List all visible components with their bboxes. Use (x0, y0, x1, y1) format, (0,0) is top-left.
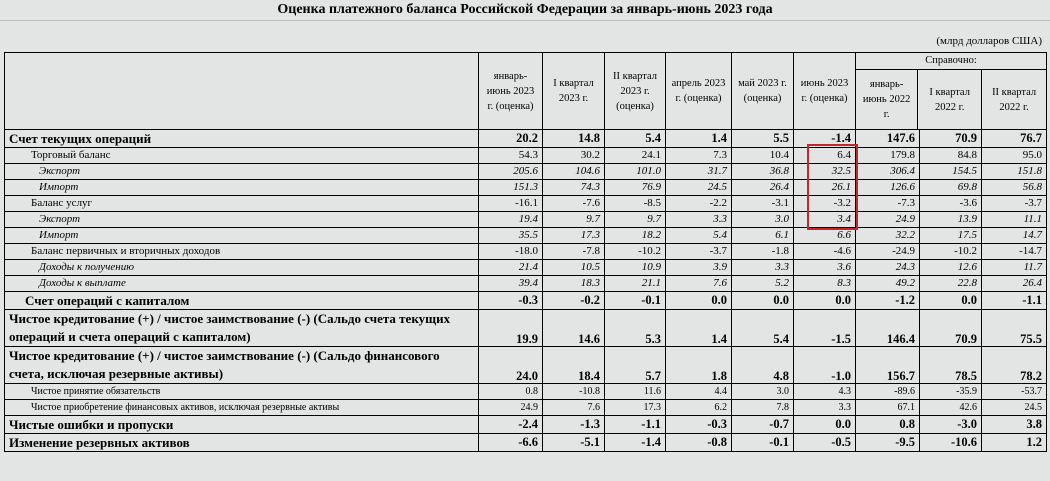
reference-label: Справочно: (856, 53, 1046, 70)
value-cell: 32.5 (794, 164, 856, 180)
value-cell: 0.0 (794, 292, 856, 310)
value-cell: 5.3 (605, 310, 666, 347)
value-cell: 5.4 (732, 310, 794, 347)
value-cell: 14.7 (982, 228, 1047, 244)
balance-table (4, 52, 1047, 452)
value-cell: 3.6 (794, 260, 856, 276)
value-cell: -3.7 (666, 244, 732, 260)
value-cell: 0.0 (794, 416, 856, 434)
value-cell: 3.0 (732, 212, 794, 228)
row-label: Чистые ошибки и пропуски (5, 416, 479, 434)
value-cell: 5.4 (605, 130, 666, 148)
value-cell: 0.0 (666, 292, 732, 310)
value-cell: 76.9 (605, 180, 666, 196)
reference-header-group (856, 53, 1047, 130)
value-cell: 42.6 (920, 400, 982, 416)
value-cell: 6.4 (794, 148, 856, 164)
value-cell: 5.7 (605, 347, 666, 384)
value-cell: -89.6 (856, 384, 920, 400)
header-row (5, 53, 1047, 130)
value-cell: 56.8 (982, 180, 1047, 196)
value-cell: 54.3 (479, 148, 543, 164)
table-row (5, 347, 1047, 384)
value-cell: -1.3 (543, 416, 605, 434)
value-cell: 1.8 (666, 347, 732, 384)
value-cell: 9.7 (543, 212, 605, 228)
value-cell: 3.3 (732, 260, 794, 276)
row-label: Чистое кредитование (+) / чистое заимствование (-) (Сальдо финансового счета, исключая резервные активы) (5, 347, 479, 384)
value-cell: 21.4 (479, 260, 543, 276)
value-cell: 5.4 (666, 228, 732, 244)
value-cell: -0.7 (732, 416, 794, 434)
value-cell: -35.9 (920, 384, 982, 400)
value-cell: -0.5 (794, 434, 856, 452)
value-cell: -0.1 (732, 434, 794, 452)
row-label: Счет текущих операций (5, 130, 479, 148)
value-cell: 18.3 (543, 276, 605, 292)
value-cell: 31.7 (666, 164, 732, 180)
value-cell: -3.6 (920, 196, 982, 212)
value-cell: -7.3 (856, 196, 920, 212)
value-cell: 8.3 (794, 276, 856, 292)
value-cell: 35.5 (479, 228, 543, 244)
value-cell: 24.5 (666, 180, 732, 196)
value-cell: -0.2 (543, 292, 605, 310)
value-cell: 10.9 (605, 260, 666, 276)
value-cell: 1.4 (666, 130, 732, 148)
value-cell: 18.4 (543, 347, 605, 384)
row-label: Чистое приобретение финансовых активов, исключая резервные активы (5, 400, 479, 416)
table-row (5, 228, 1047, 244)
value-cell: 7.6 (543, 400, 605, 416)
value-cell: -10.8 (543, 384, 605, 400)
row-label: Импорт (5, 228, 479, 244)
value-cell: 10.4 (732, 148, 794, 164)
value-cell: 1.4 (666, 310, 732, 347)
column-header: январь-июнь 2023 г. (оценка) (479, 53, 543, 130)
value-cell: 24.9 (856, 212, 920, 228)
row-label: Импорт (5, 180, 479, 196)
value-cell: 49.2 (856, 276, 920, 292)
value-cell: -3.2 (794, 196, 856, 212)
value-cell: -3.0 (920, 416, 982, 434)
value-cell: -24.9 (856, 244, 920, 260)
value-cell: -53.7 (982, 384, 1047, 400)
column-header: II квартал 2022 г. (992, 86, 1037, 113)
value-cell: -9.5 (856, 434, 920, 452)
value-cell: 151.8 (982, 164, 1047, 180)
header-label-cell (5, 53, 479, 130)
value-cell: -10.6 (920, 434, 982, 452)
value-cell: 24.5 (982, 400, 1047, 416)
column-header: май 2023 г. (оценка) (732, 53, 794, 130)
table-row (5, 148, 1047, 164)
value-cell: -1.5 (794, 310, 856, 347)
value-cell: 0.0 (732, 292, 794, 310)
value-cell: 17.3 (605, 400, 666, 416)
value-cell: 146.4 (856, 310, 920, 347)
table-row (5, 260, 1047, 276)
value-cell: 3.3 (666, 212, 732, 228)
value-cell: 7.3 (666, 148, 732, 164)
value-cell: 3.3 (794, 400, 856, 416)
value-cell: -0.8 (666, 434, 732, 452)
value-cell: 11.6 (605, 384, 666, 400)
value-cell: 126.6 (856, 180, 920, 196)
value-cell: 24.1 (605, 148, 666, 164)
table-row (5, 276, 1047, 292)
value-cell: 13.9 (920, 212, 982, 228)
value-cell: 21.1 (605, 276, 666, 292)
value-cell: 70.9 (920, 310, 982, 347)
value-cell: 4.3 (794, 384, 856, 400)
value-cell: 39.4 (479, 276, 543, 292)
page-title: Оценка платежного баланса Российской Федерации за январь-июнь 2023 года (0, 0, 1050, 20)
value-cell: 76.7 (982, 130, 1047, 148)
value-cell: 104.6 (543, 164, 605, 180)
value-cell: 11.7 (982, 260, 1047, 276)
value-cell: -10.2 (605, 244, 666, 260)
value-cell: 12.6 (920, 260, 982, 276)
value-cell: -4.6 (794, 244, 856, 260)
value-cell: 24.9 (479, 400, 543, 416)
value-cell: 24.3 (856, 260, 920, 276)
value-cell: -18.0 (479, 244, 543, 260)
value-cell: -1.4 (605, 434, 666, 452)
table-row (5, 244, 1047, 260)
column-header: июнь 2023 г. (оценка) (794, 53, 856, 130)
column-header: I квартал 2023 г. (543, 53, 605, 130)
value-cell: -0.3 (479, 292, 543, 310)
value-cell: 3.4 (794, 212, 856, 228)
value-cell: -2.2 (666, 196, 732, 212)
row-label: Изменение резервных активов (5, 434, 479, 452)
value-cell: 84.8 (920, 148, 982, 164)
value-cell: 75.5 (982, 310, 1047, 347)
value-cell: -3.1 (732, 196, 794, 212)
row-label: Торговый баланс (5, 148, 479, 164)
units-note: (млрд долларов США) (936, 35, 1042, 47)
row-label: Чистое принятие обязательств (5, 384, 479, 400)
value-cell: 36.8 (732, 164, 794, 180)
value-cell: 70.9 (920, 130, 982, 148)
value-cell: 0.0 (920, 292, 982, 310)
value-cell: 10.5 (543, 260, 605, 276)
value-cell: 6.6 (794, 228, 856, 244)
value-cell: 5.2 (732, 276, 794, 292)
row-label: Баланс услуг (5, 196, 479, 212)
value-cell: 154.5 (920, 164, 982, 180)
value-cell: -1.1 (982, 292, 1047, 310)
value-cell: 179.8 (856, 148, 920, 164)
value-cell: 1.2 (982, 434, 1047, 452)
value-cell: -1.4 (794, 130, 856, 148)
value-cell: 0.8 (856, 416, 920, 434)
value-cell: 4.4 (666, 384, 732, 400)
value-cell: 205.6 (479, 164, 543, 180)
column-header: I квартал 2022 г. (918, 70, 982, 129)
value-cell: 22.8 (920, 276, 982, 292)
value-cell: 14.8 (543, 130, 605, 148)
value-cell: 11.1 (982, 212, 1047, 228)
value-cell: -1.2 (856, 292, 920, 310)
value-cell: -8.5 (605, 196, 666, 212)
value-cell: 147.6 (856, 130, 920, 148)
value-cell: -0.1 (605, 292, 666, 310)
column-header: апрель 2023 г. (оценка) (666, 53, 732, 130)
value-cell: -0.3 (666, 416, 732, 434)
table-row (5, 434, 1047, 452)
table-body (5, 130, 1047, 452)
value-cell: 69.8 (920, 180, 982, 196)
row-label: Доходы к получению (5, 260, 479, 276)
value-cell: 3.8 (982, 416, 1047, 434)
row-label: Доходы к выплате (5, 276, 479, 292)
row-label: Баланс первичных и вторичных доходов (5, 244, 479, 260)
table-row (5, 180, 1047, 196)
value-cell: 7.6 (666, 276, 732, 292)
value-cell: -5.1 (543, 434, 605, 452)
value-cell: 19.4 (479, 212, 543, 228)
value-cell: 14.6 (543, 310, 605, 347)
value-cell: 7.8 (732, 400, 794, 416)
value-cell: 151.3 (479, 180, 543, 196)
value-cell: 30.2 (543, 148, 605, 164)
value-cell: -7.6 (543, 196, 605, 212)
table-row (5, 196, 1047, 212)
value-cell: 3.0 (732, 384, 794, 400)
sheet-gridline (0, 20, 1050, 21)
value-cell: 6.2 (666, 400, 732, 416)
row-label: Экспорт (5, 212, 479, 228)
value-cell: 9.7 (605, 212, 666, 228)
table-row (5, 384, 1047, 400)
value-cell: 4.8 (732, 347, 794, 384)
value-cell: 26.4 (732, 180, 794, 196)
value-cell: 24.0 (479, 347, 543, 384)
row-label: Счет операций с капиталом (5, 292, 479, 310)
value-cell: 306.4 (856, 164, 920, 180)
value-cell: 67.1 (856, 400, 920, 416)
column-header: II квартал 2023 г. (оценка) (605, 53, 666, 130)
table-row (5, 212, 1047, 228)
value-cell: -7.8 (543, 244, 605, 260)
value-cell: -10.2 (920, 244, 982, 260)
value-cell: -3.7 (982, 196, 1047, 212)
column-header: январь-июнь 2022 г. (856, 70, 918, 129)
value-cell: 0.8 (479, 384, 543, 400)
table-row (5, 416, 1047, 434)
table-row (5, 400, 1047, 416)
value-cell: 156.7 (856, 347, 920, 384)
value-cell: 78.2 (982, 347, 1047, 384)
value-cell: 18.2 (605, 228, 666, 244)
value-cell: -1.0 (794, 347, 856, 384)
value-cell: 17.5 (920, 228, 982, 244)
value-cell: 32.2 (856, 228, 920, 244)
value-cell: -16.1 (479, 196, 543, 212)
value-cell: -6.6 (479, 434, 543, 452)
table-row (5, 130, 1047, 148)
value-cell: 3.9 (666, 260, 732, 276)
table-row (5, 310, 1047, 347)
value-cell: 74.3 (543, 180, 605, 196)
value-cell: -14.7 (982, 244, 1047, 260)
value-cell: 6.1 (732, 228, 794, 244)
table-row (5, 292, 1047, 310)
value-cell: 19.9 (479, 310, 543, 347)
value-cell: -1.8 (732, 244, 794, 260)
value-cell: 101.0 (605, 164, 666, 180)
value-cell: -2.4 (479, 416, 543, 434)
value-cell: 26.4 (982, 276, 1047, 292)
value-cell: 95.0 (982, 148, 1047, 164)
value-cell: 20.2 (479, 130, 543, 148)
value-cell: 78.5 (920, 347, 982, 384)
value-cell: 17.3 (543, 228, 605, 244)
value-cell: 5.5 (732, 130, 794, 148)
table-row (5, 164, 1047, 180)
row-label: Чистое кредитование (+) / чистое заимствование (-) (Сальдо счета текущих операций и счета операций с капиталом) (5, 310, 479, 347)
value-cell: 26.1 (794, 180, 856, 196)
row-label: Экспорт (5, 164, 479, 180)
value-cell: -1.1 (605, 416, 666, 434)
